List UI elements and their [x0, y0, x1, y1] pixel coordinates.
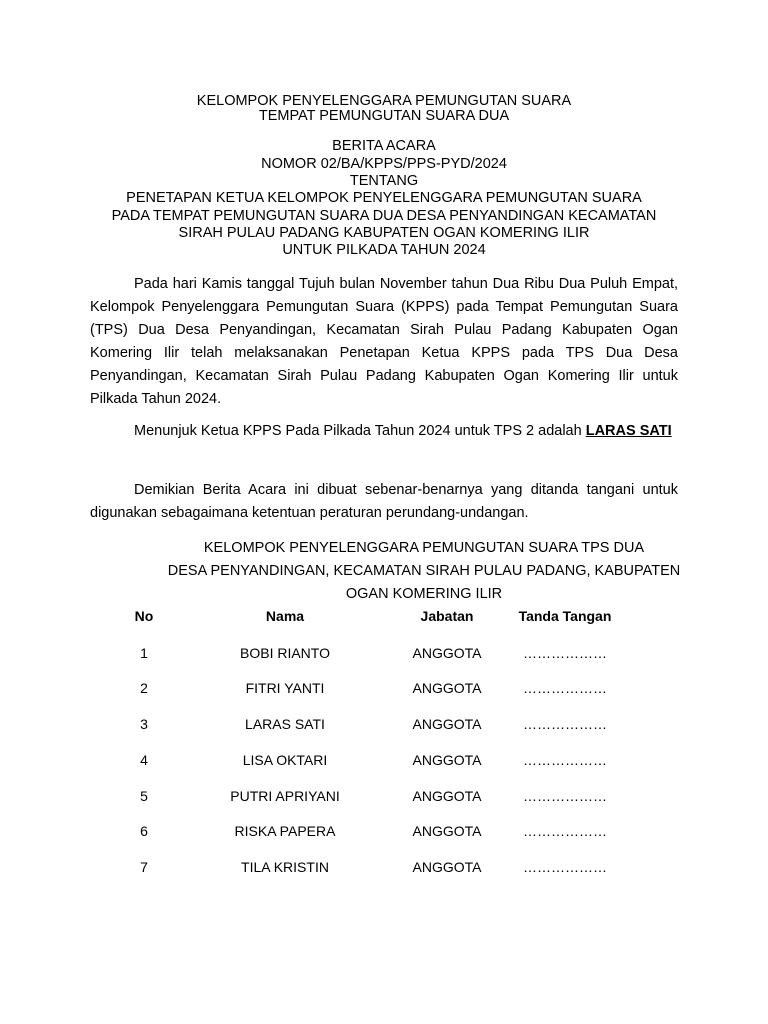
row-number: 1 [140, 645, 148, 661]
signature-blank: ……………… [523, 680, 607, 696]
title-nomor: NOMOR 02/BA/KPPS/PPS-PYD/2024 [261, 156, 507, 172]
signature-blank: ……………… [523, 788, 607, 804]
member-name: BOBI RIANTO [240, 645, 330, 661]
row-number: 4 [140, 752, 148, 768]
header-line-1: KELOMPOK PENYELENGGARA PEMUNGUTAN SUARA [196, 93, 572, 109]
member-name: LISA OKTARI [242, 752, 328, 768]
signature-blank: ……………… [523, 716, 607, 732]
title-subject-line-3: SIRAH PULAU PADANG KABUPATEN OGAN KOMERING ILIR [178, 225, 590, 241]
column-header-nama: Nama [265, 608, 305, 624]
member-name: TILA KRISTIN [241, 859, 329, 875]
paragraph-closing [90, 479, 678, 525]
column-header-no: No [134, 608, 154, 624]
paragraph-appointment-text: Menunjuk Ketua KPPS Pada Pilkada Tahun 2024 untuk TPS 2 adalah [134, 423, 582, 439]
row-number: 7 [140, 859, 148, 875]
title-berita-acara: BERITA ACARA [332, 138, 436, 154]
member-position: ANGGOTA [412, 752, 482, 768]
header-line-2: TEMPAT PEMUNGUTAN SUARA DUA [258, 108, 510, 124]
paragraph-opening-text: Pada hari Kamis tanggal Tujuh bulan November tahun Dua Ribu Dua Puluh Empat, Kelompok Penyelenggara Pemungutan Suara (KPPS) pada Tempat Pemungutan Suara (TPS) Dua Desa Penyandingan, Kecamatan Sirah Pulau Padang Kabupaten Ogan Komering Ilir telah melaksanakan Penetapan Ketua KPPS pada TPS Dua Desa Penyandingan, Kecamatan Sirah Pulau Padang Kabupaten Ogan Komering Ilir untuk Pilkada Tahun 2024. [90, 276, 678, 407]
title-subject-line-1: PENETAPAN KETUA KELOMPOK PENYELENGGARA PEMUNGUTAN SUARA [126, 190, 642, 206]
member-name: RISKA PAPERA [234, 823, 336, 839]
row-number: 3 [140, 716, 148, 732]
member-position: ANGGOTA [412, 680, 482, 696]
column-header-tanda-tangan: Tanda Tangan [518, 608, 612, 624]
member-position: ANGGOTA [412, 788, 482, 804]
paragraph-closing-text: Demikian Berita Acara ini dibuat sebenar-benarnya yang ditanda tangani untuk digunakan sebagaimana ketentuan peraturan perundang-undangan. [90, 482, 678, 521]
signature-blank: ……………… [523, 752, 607, 768]
appointed-chair-name: LARAS SATI [585, 423, 672, 439]
signature-blank: ……………… [523, 859, 607, 875]
member-position: ANGGOTA [412, 645, 482, 661]
member-name: LARAS SATI [245, 716, 325, 732]
paragraph-appointment [90, 420, 678, 443]
signature-title-line-2: DESA PENYANDINGAN, KECAMATAN SIRAH PULAU PADANG, KABUPATEN [167, 563, 681, 579]
row-number: 6 [140, 823, 148, 839]
signature-blank: ……………… [523, 645, 607, 661]
member-position: ANGGOTA [412, 859, 482, 875]
title-subject-line-2: PADA TEMPAT PEMUNGUTAN SUARA DUA DESA PENYANDINGAN KECAMATAN [111, 208, 657, 224]
paragraph-opening [90, 273, 678, 411]
title-tentang: TENTANG [349, 173, 419, 189]
column-header-jabatan: Jabatan [420, 608, 474, 624]
signature-title-line-1: KELOMPOK PENYELENGGARA PEMUNGUTAN SUARA TPS DUA [203, 540, 645, 556]
member-name: PUTRI APRIYANI [230, 788, 340, 804]
member-name: FITRI YANTI [245, 680, 325, 696]
signature-blank: ……………… [523, 823, 607, 839]
member-position: ANGGOTA [412, 823, 482, 839]
row-number: 2 [140, 680, 148, 696]
member-position: ANGGOTA [412, 716, 482, 732]
signature-title-line-3: OGAN KOMERING ILIR [345, 586, 503, 602]
row-number: 5 [140, 788, 148, 804]
title-subject-line-4: UNTUK PILKADA TAHUN 2024 [282, 242, 486, 258]
